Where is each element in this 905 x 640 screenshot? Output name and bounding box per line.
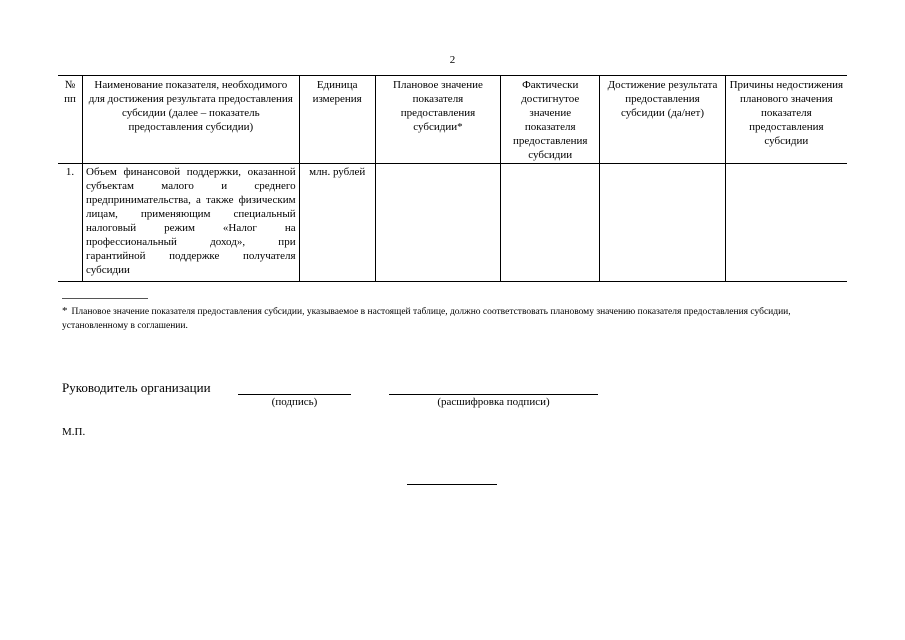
footnote-divider [62,298,148,299]
signature-line [238,394,351,395]
signature-decoding-caption: (расшифровка подписи) [437,396,550,408]
cell-achievement [600,164,725,282]
signature-label: Руководитель организации [62,380,211,395]
end-divider [407,484,497,485]
header-indicator-name: Наименование показателя, необходимого для достижения результата предоставления субсидии (далее – показатель предоставления субсидии) [83,76,300,164]
page-number: 2 [449,54,456,66]
stamp-label: М.П. [62,426,86,438]
cell-planned-value [375,164,500,282]
indicators-table [58,75,847,282]
footnote-mark: * [62,305,68,317]
signature-caption: (подпись) [271,396,318,408]
cell-actual-value [501,164,600,282]
signature-decoding-line [389,394,598,395]
header-unit: Единица измерения [299,76,375,164]
footnote-text: Плановое значение показателя предоставления субсидии, указываемое в настоящей таблице, должно соответствовать плановому значению показателя предоставления субсидии, установленному в соглашении. [62,307,791,331]
cell-unit: млн. рублей [299,164,375,282]
header-number: № пп [58,76,83,164]
header-reasons: Причины недостижения планового значения показателя предоставления субсидии [725,76,847,164]
cell-number: 1. [58,164,83,282]
table-header-row [58,76,847,164]
table-row [58,164,847,282]
cell-indicator-name: Объем финансовой поддержки, оказанной субъектам малого и среднего предпринимательства, а также физическим лицам, применяющим специальный налоговый режим «Налог на профессиональный доход», при гарантийной поддержке получателя субсидии [83,164,300,282]
cell-reasons [725,164,847,282]
header-achievement: Достижение результата предоставления субсидии (да/нет) [600,76,725,164]
footnote [62,304,847,333]
header-actual-value: Фактически достигнутое значение показателя предоставления субсидии [501,76,600,164]
header-planned-value: Плановое значение показателя предоставления субсидии* [375,76,500,164]
